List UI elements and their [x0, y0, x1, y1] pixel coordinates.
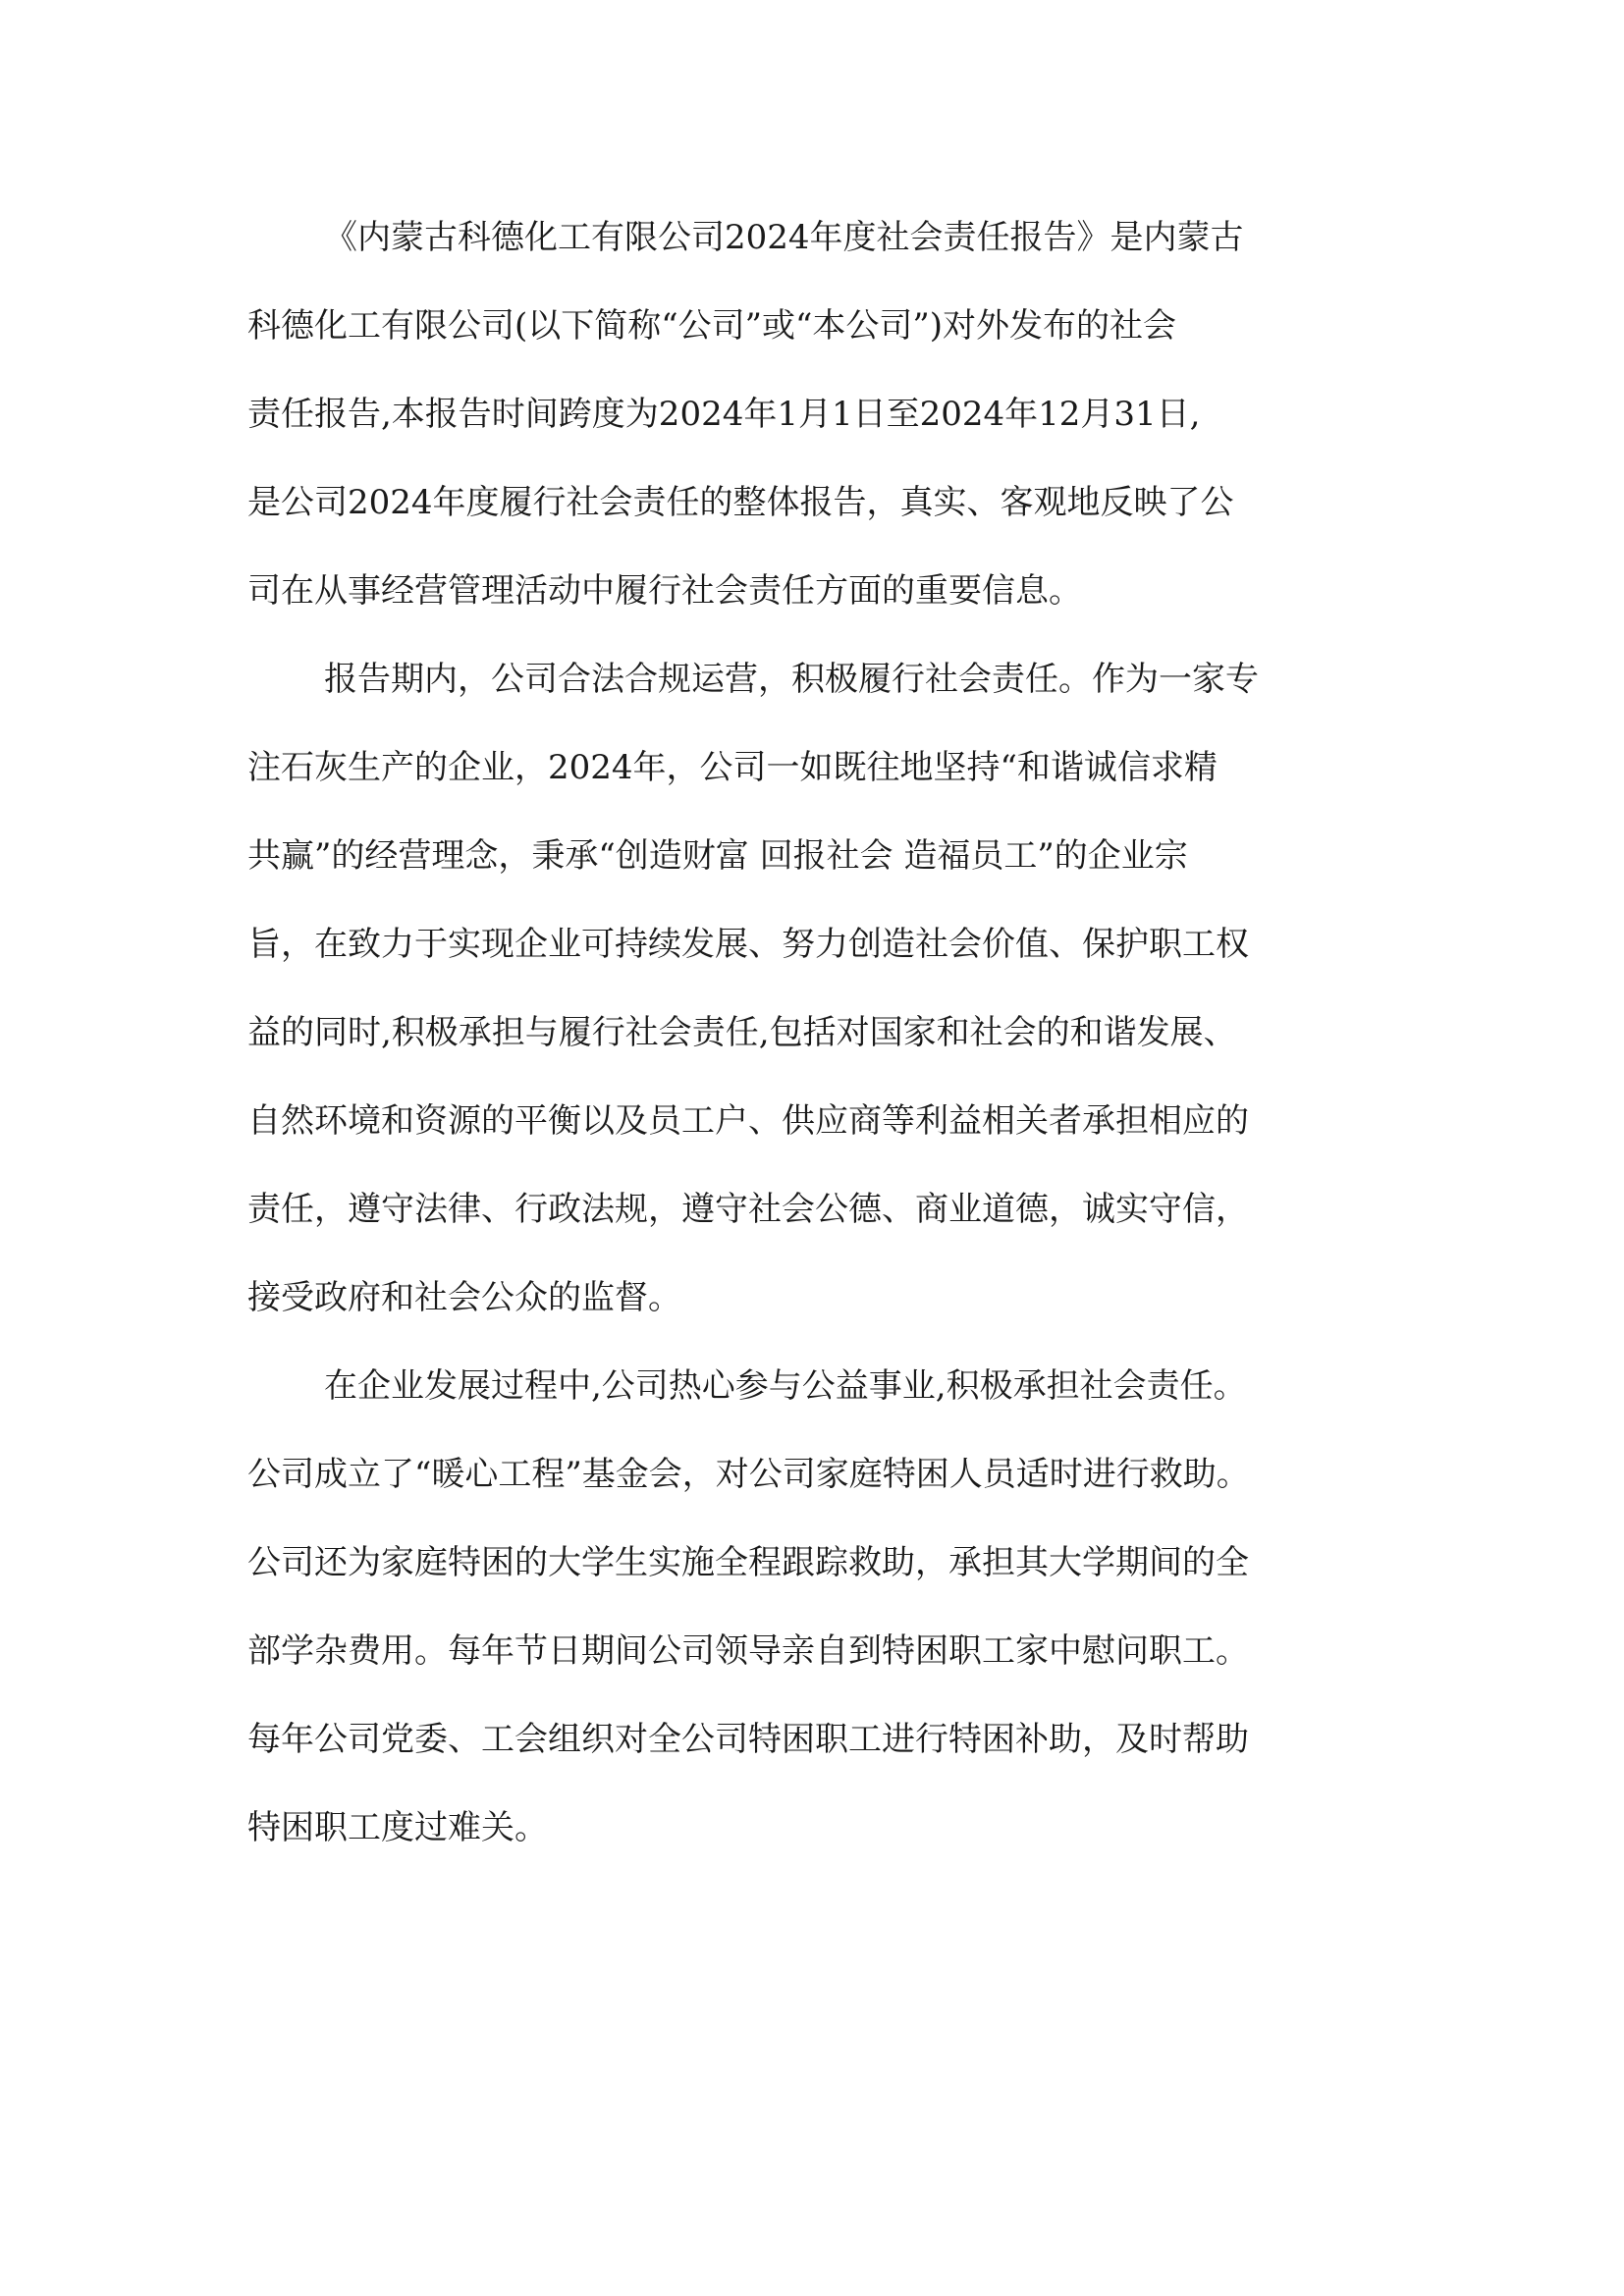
paragraph-2-line-3: 共赢”的经营理念，秉承“创造财富 回报社会 造福员工”的企业宗: [247, 836, 1188, 876]
paragraph-3-line-5: 每年公司党委、工会组织对全公司特困职工进行特困补助，及时帮助: [247, 1720, 1249, 1759]
paragraph-3-line-4: 部学杂费用。每年节日期间公司领导亲自到特困职工家中慰问职工。: [247, 1631, 1249, 1671]
paragraph-2-line-4: 旨，在致力于实现企业可持续发展、努力创造社会价值、保护职工权: [247, 925, 1249, 964]
paragraph-2-line-2: 注石灰生产的企业，2024年，公司一如既往地坚持“和谐诚信求精: [247, 748, 1218, 787]
paragraph-1-line-2: 科德化工有限公司(以下简称“公司”或“本公司”)对外发布的社会: [247, 306, 1177, 346]
paragraph-3-line-6: 特困职工度过难关。: [247, 1808, 548, 1847]
paragraph-1-line-1: 《内蒙古科德化工有限公司2024年度社会责任报告》是内蒙古: [324, 218, 1244, 257]
paragraph-1-line-5: 司在从事经营管理活动中履行社会责任方面的重要信息。: [247, 571, 1082, 611]
paragraph-1-line-4: 是公司2024年度履行社会责任的整体报告，真实、客观地反映了公: [247, 483, 1234, 522]
paragraph-3-line-2: 公司成立了“暖心工程”基金会，对公司家庭特困人员适时进行救助。: [247, 1455, 1250, 1494]
paragraph-2-line-5: 益的同时,积极承担与履行社会责任,包括对国家和社会的和谐发展、: [247, 1013, 1237, 1052]
paragraph-2-line-6: 自然环境和资源的平衡以及员工户、供应商等利益相关者承担相应的: [247, 1101, 1249, 1141]
paragraph-1-line-3: 责任报告,本报告时间跨度为2024年1月1日至2024年12月31日,: [247, 395, 1201, 434]
paragraph-2-line-8: 接受政府和社会公众的监督。: [247, 1278, 681, 1317]
paragraph-3-line-3: 公司还为家庭特困的大学生实施全程跟踪救助，承担其大学期间的全: [247, 1543, 1249, 1582]
paragraph-3-line-1: 在企业发展过程中,公司热心参与公益事业,积极承担社会责任。: [324, 1366, 1247, 1406]
paragraph-2-line-7: 责任，遵守法律、行政法规，遵守社会公德、商业道德，诚实守信，: [247, 1190, 1249, 1229]
paragraph-2-line-1: 报告期内，公司合法合规运营，积极履行社会责任。作为一家专: [324, 660, 1259, 699]
